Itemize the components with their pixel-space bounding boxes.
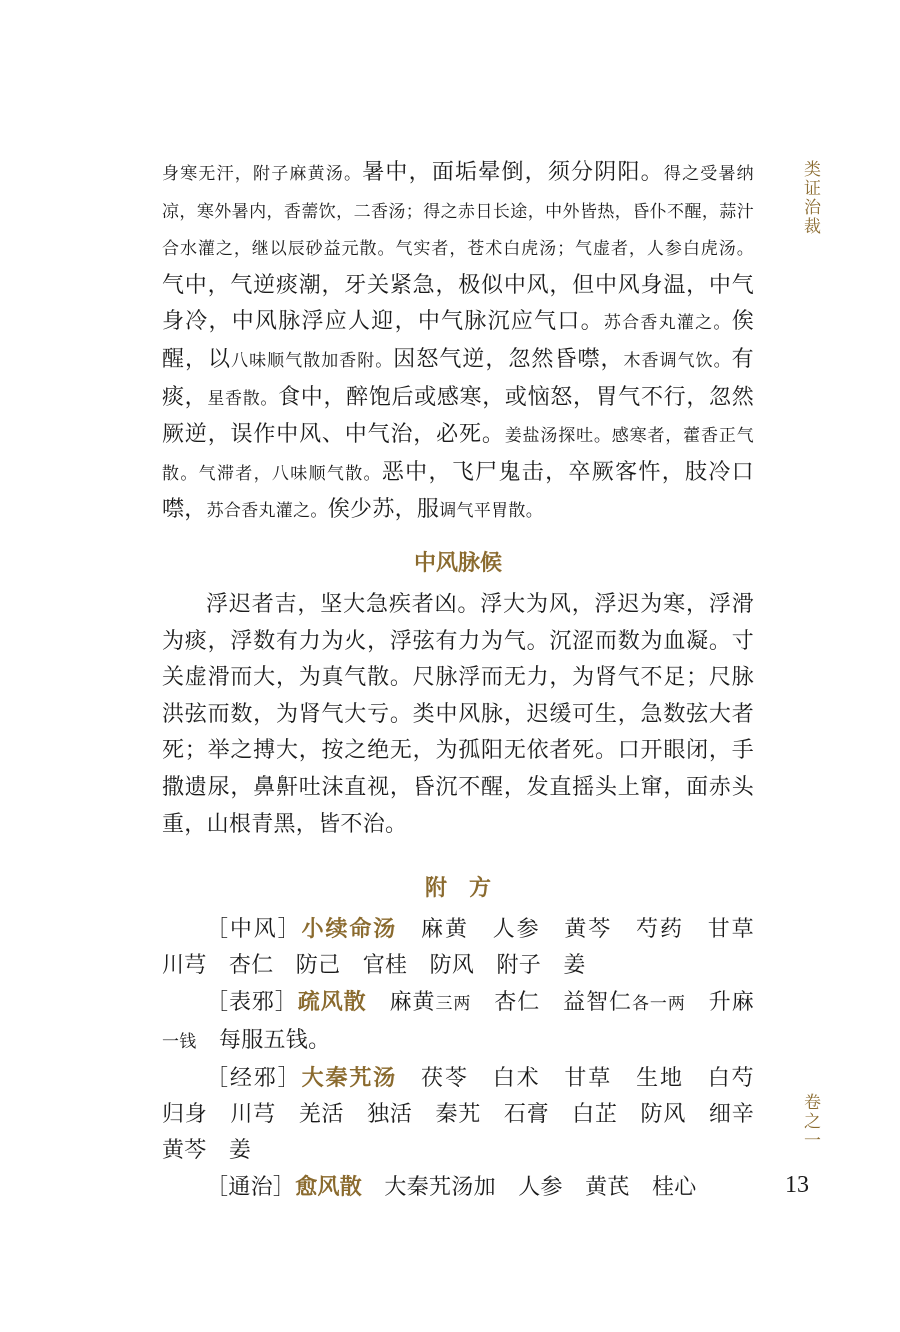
annotation-text: 得之受暑纳凉，寒外暑内，香薷饮，二香汤；得之赤日长途，中外皆热，昏仆不醒，蒜汁合水灌之，继以辰砂益元散。气实者，苍术白虎汤；气虚者，人参白虎汤。 xyxy=(162,164,754,260)
formula-entry xyxy=(162,1169,754,1206)
ingredients: 麻黄 xyxy=(366,990,436,1016)
annotation-text: 身寒无汗，附子麻黄汤。 xyxy=(162,164,363,184)
dosage-note: 各一两 xyxy=(631,994,686,1015)
formula-entry xyxy=(162,911,777,984)
formula-category: ［经邪］ xyxy=(206,1065,302,1091)
formula-entry xyxy=(162,984,754,1059)
main-text-run: 暑中，面垢晕倒，须分阴阳。 xyxy=(362,160,664,185)
annotation-text: 星香散。 xyxy=(207,388,279,409)
formula-entry xyxy=(162,1060,777,1170)
annotation-text: 木香调气饮。 xyxy=(623,350,732,371)
main-text-run: 食中，醉饱后或感寒，或恼怒，胃气不行，忽然厥逆，误作中风、中气治，必死。 xyxy=(162,384,755,448)
annotation-text: 姜盐汤探吐。感寒者，藿香正气散。气滞者，八味顺气散。 xyxy=(162,426,754,484)
ingredients: 杏仁 益智仁 xyxy=(471,990,632,1016)
formula-category: ［中风］ xyxy=(206,917,302,942)
opening-paragraph xyxy=(162,155,754,530)
side-title: 类证治裁 xyxy=(800,160,820,236)
main-text-run: 因怒气逆，忽然昏噤， xyxy=(393,346,624,372)
formula-name: 疏风散 xyxy=(297,989,367,1016)
main-text-run: 俟少苏，服 xyxy=(327,497,440,523)
annotation-text: 苏合香丸灌之。 xyxy=(603,313,732,334)
ingredients: 麻黄 人参 黄芩 芍药 甘草 川芎 杏仁 防己 官桂 防风 附子 姜 xyxy=(162,917,777,979)
side-volume: 卷之一 xyxy=(800,1093,820,1150)
main-text-run: 气中，气逆痰潮，牙关紧急，极似中风，但中风身温，中气身冷，中风脉浮应人迎，中气脉沉应气口。 xyxy=(162,272,754,335)
annotation-text: 调气平胃散。 xyxy=(439,501,544,522)
annotation-text: 八味顺气散加香附。 xyxy=(231,350,394,371)
formula-name: 愈风散 xyxy=(295,1174,363,1201)
pulse-section xyxy=(162,546,754,843)
section-title-formulas: 附 方 xyxy=(424,875,491,901)
ingredients: 大秦艽汤加 人参 黄芪 桂心 xyxy=(362,1175,697,1201)
main-text-run: 恶中，飞尸鬼击，卒厥客忤，肢冷口噤， xyxy=(162,459,754,523)
formula-name: 大秦艽汤 xyxy=(301,1064,398,1091)
annotation-text: 苏合香丸灌之。 xyxy=(206,501,328,522)
pulse-body: 浮迟者吉，坚大急疾者凶。浮大为风，浮迟为寒，浮滑为痰，浮数有力为火，浮弦有力为气。沉涩而数为血凝。寸关虚滑而大，为真气散。尺脉浮而无力，为肾气不足；尺脉洪弦而数，为肾气大亏。类中风脉，迟缓可生，急数弦大者死；举之搏大，按之绝无，为孤阳无依者死。口开眼闭，手撒遗尿，鼻鼾吐沫直视，昏沉不醒，发直摇头上窜，面赤头重，山根青黑，皆不治。 xyxy=(162,592,754,837)
dosage-note: 三两 xyxy=(435,994,472,1015)
ingredients: 每服五钱。 xyxy=(196,1027,331,1053)
formula-section xyxy=(162,871,777,1207)
main-text-run: 俟醒，以 xyxy=(162,309,754,372)
page-number: 13 xyxy=(785,1172,809,1198)
section-title-pulse: 中风脉候 xyxy=(413,550,502,576)
ingredients: 升麻 xyxy=(685,990,755,1016)
dosage-note: 一钱 xyxy=(162,1031,197,1052)
main-text-run: 有痰， xyxy=(162,346,754,410)
formula-category: ［通治］ xyxy=(206,1175,296,1201)
formula-name: 小续命汤 xyxy=(301,916,398,942)
formula-category: ［表邪］ xyxy=(206,990,298,1016)
ingredients: 茯苓 白术 甘草 生地 白芍 归身 川芎 羌活 独活 秦艽 石膏 白芷 防风 细辛 黄芩 姜 xyxy=(162,1065,777,1164)
formula-list xyxy=(162,911,777,1207)
main-text xyxy=(162,155,754,530)
